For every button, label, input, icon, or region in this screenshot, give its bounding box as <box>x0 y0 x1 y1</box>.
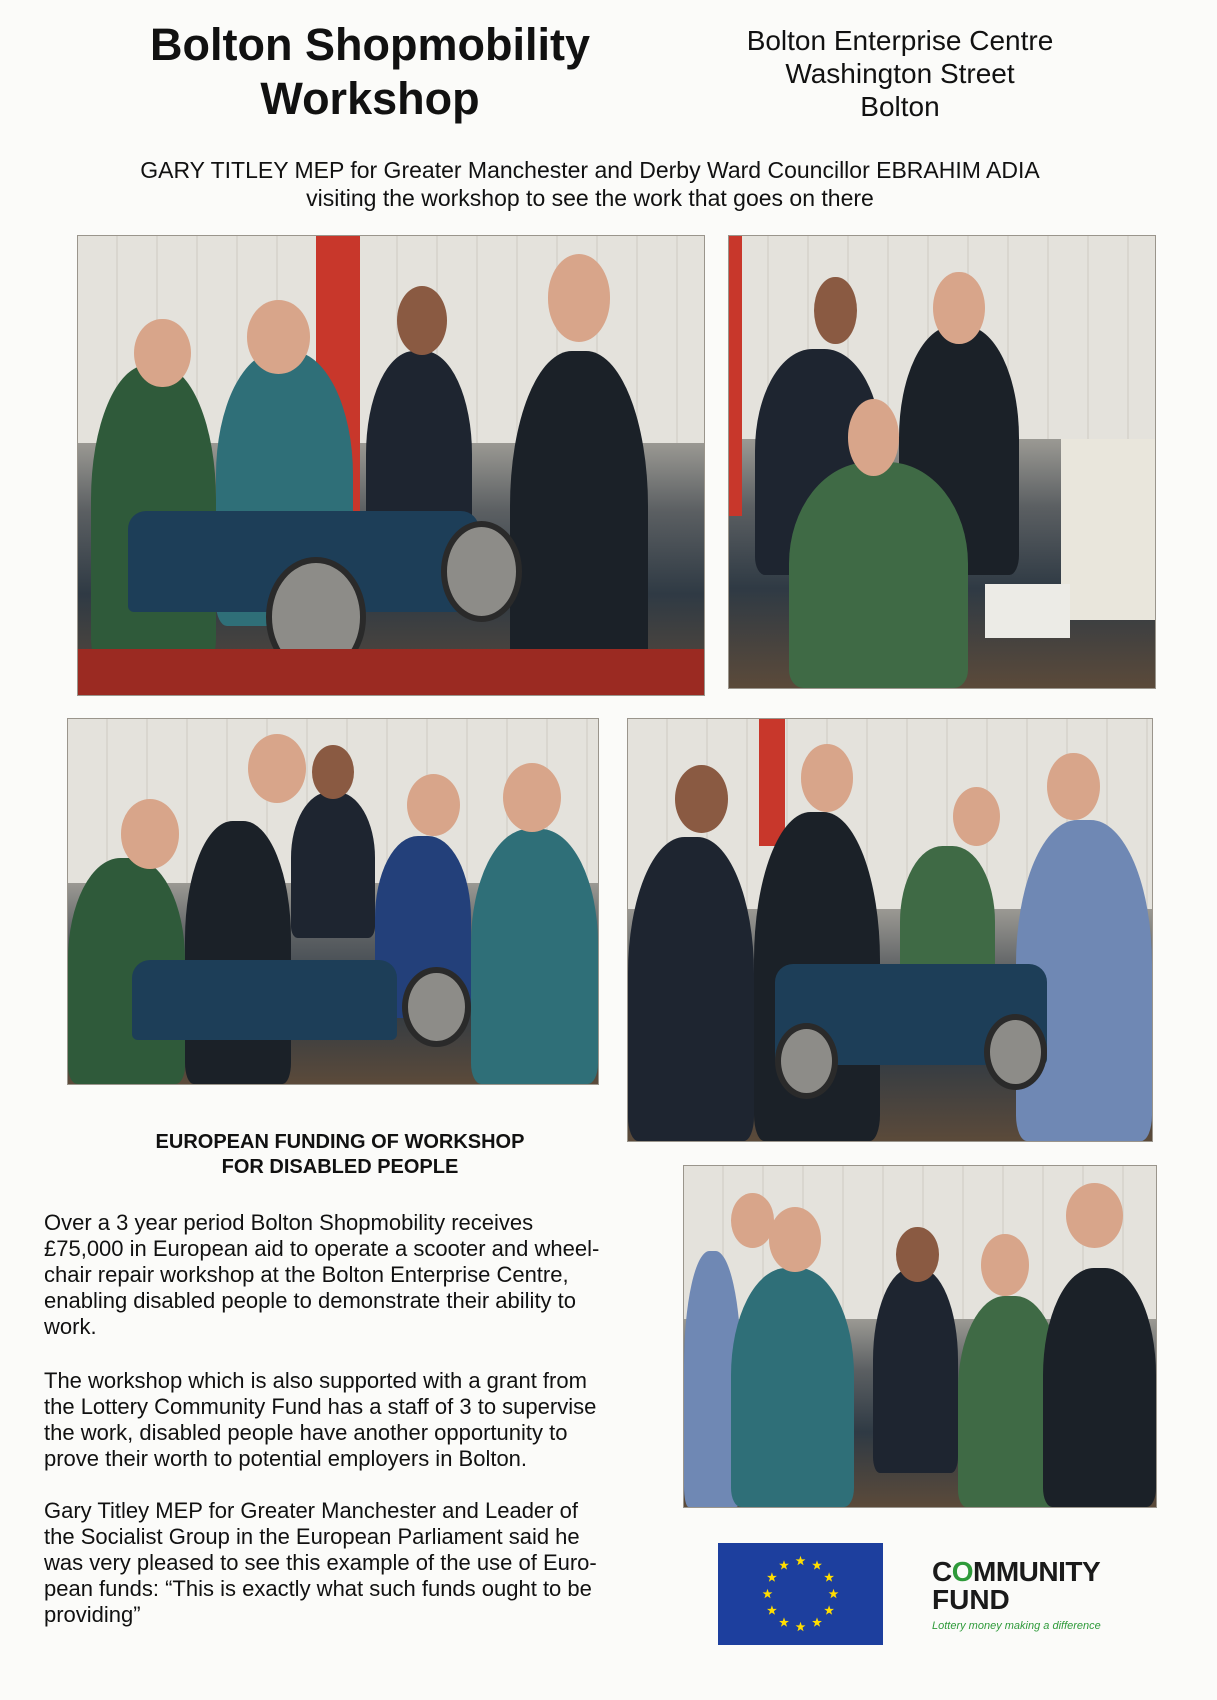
address-block <box>720 24 1080 123</box>
eu-flag-icon <box>718 1543 883 1645</box>
photo-head <box>312 745 354 800</box>
photo-wheel <box>775 1023 838 1099</box>
photo-head <box>248 734 306 803</box>
paragraph-line: pean funds: “This is exactly what such funds ought to be <box>44 1576 592 1601</box>
community-fund-rest: MMUNITY <box>973 1556 1101 1587</box>
paragraph-quote <box>44 1498 634 1628</box>
paragraph-line: was very pleased to see this example of the use of Euro- <box>44 1550 597 1575</box>
photo-red-post <box>729 236 742 516</box>
photo-group-with-scooter <box>68 719 598 1084</box>
paragraph-funding <box>44 1210 634 1340</box>
photo-person <box>471 829 598 1085</box>
paragraph-line: Gary Titley MEP for Greater Manchester and Leader of <box>44 1498 578 1523</box>
photo-head <box>814 277 857 345</box>
photo-head <box>407 774 460 836</box>
photo-head <box>675 765 727 833</box>
subtitle <box>40 156 1140 212</box>
paragraph-line: the work, disabled people have another opportunity to <box>44 1420 568 1445</box>
page-title <box>60 18 680 126</box>
photo-scooter-front-group <box>628 719 1152 1141</box>
photo-bench <box>78 649 704 695</box>
photo-head <box>981 1234 1028 1295</box>
subtitle-line: visiting the workshop to see the work that goes on there <box>306 185 874 211</box>
photo-wheel <box>441 521 522 622</box>
paragraph-line: the Lottery Community Fund has a staff of 3 to supervise <box>44 1394 597 1419</box>
photo-head <box>134 319 190 388</box>
community-fund-c: C <box>932 1556 952 1587</box>
photo-head <box>503 763 561 832</box>
photo-monitor <box>1061 439 1155 620</box>
photo-red-post <box>759 719 785 846</box>
photo-head <box>896 1227 938 1282</box>
photo-keyboard <box>985 584 1070 638</box>
photo-head <box>953 787 1000 846</box>
section-heading-line: EUROPEAN FUNDING OF WORKSHOP <box>155 1131 525 1153</box>
photo-person <box>628 837 754 1141</box>
community-fund-wordmark-line2: FUND <box>932 1584 1010 1615</box>
photo-person <box>185 821 291 1084</box>
paragraph-line: work. <box>44 1314 97 1339</box>
photo-conversation-group <box>684 1166 1156 1507</box>
community-fund-tagline: Lottery money making a difference <box>932 1620 1101 1632</box>
photo-person <box>510 351 648 695</box>
photo-workshop-scooter-group <box>78 236 704 695</box>
paragraph-line: £75,000 in European aid to operate a scooter and wheel- <box>44 1236 600 1261</box>
eu-flag-logo <box>718 1543 883 1645</box>
photo-head <box>731 1193 773 1248</box>
photo-head <box>548 254 611 341</box>
photo-head <box>1066 1183 1123 1248</box>
photo-person <box>731 1268 854 1507</box>
paragraph-lottery <box>44 1368 634 1472</box>
page-title-line: Workshop <box>260 73 480 124</box>
photo-scooter <box>132 960 397 1040</box>
paragraph-line: providing” <box>44 1602 141 1627</box>
photo-head <box>121 799 179 868</box>
photo-head <box>1047 753 1099 821</box>
section-heading-line: FOR DISABLED PEOPLE <box>221 1156 459 1178</box>
paragraph-line: enabling disabled people to demonstrate their ability to <box>44 1288 577 1313</box>
photo-head <box>247 300 310 373</box>
paragraph-line: Over a 3 year period Bolton Shopmobility receives <box>44 1210 534 1235</box>
subtitle-line: GARY TITLEY MEP for Greater Manchester and Derby Ward Councillor EBRAHIM ADIA <box>140 157 1040 183</box>
photo-head <box>801 744 853 812</box>
paragraph-line: prove their worth to potential employers in Bolton. <box>44 1446 528 1471</box>
photo-computer-desk <box>729 236 1155 688</box>
community-fund-logo <box>932 1558 1132 1632</box>
photo-head <box>848 399 899 476</box>
photo-person <box>873 1268 958 1473</box>
page-title-line: Bolton Shopmobility <box>150 19 590 70</box>
community-fund-wordmark-line1 <box>932 1558 1132 1586</box>
address-line: Bolton Enterprise Centre <box>746 25 1054 56</box>
paragraph-line: the Socialist Group in the European Parliament said he <box>44 1524 580 1549</box>
community-fund-o: O <box>951 1556 974 1587</box>
photo-wheel <box>402 967 471 1047</box>
address-line: Bolton <box>860 91 940 122</box>
paragraph-line: The workshop which is also supported with a grant from <box>44 1368 587 1393</box>
photo-person <box>789 462 968 688</box>
photo-head <box>933 272 984 344</box>
address-line: Washington Street <box>785 58 1015 89</box>
photo-head <box>769 1207 821 1272</box>
paragraph-line: chair repair workshop at the Bolton Enterprise Centre, <box>44 1262 569 1287</box>
photo-person <box>1043 1268 1156 1507</box>
photo-person <box>291 792 376 938</box>
section-heading <box>120 1130 560 1180</box>
